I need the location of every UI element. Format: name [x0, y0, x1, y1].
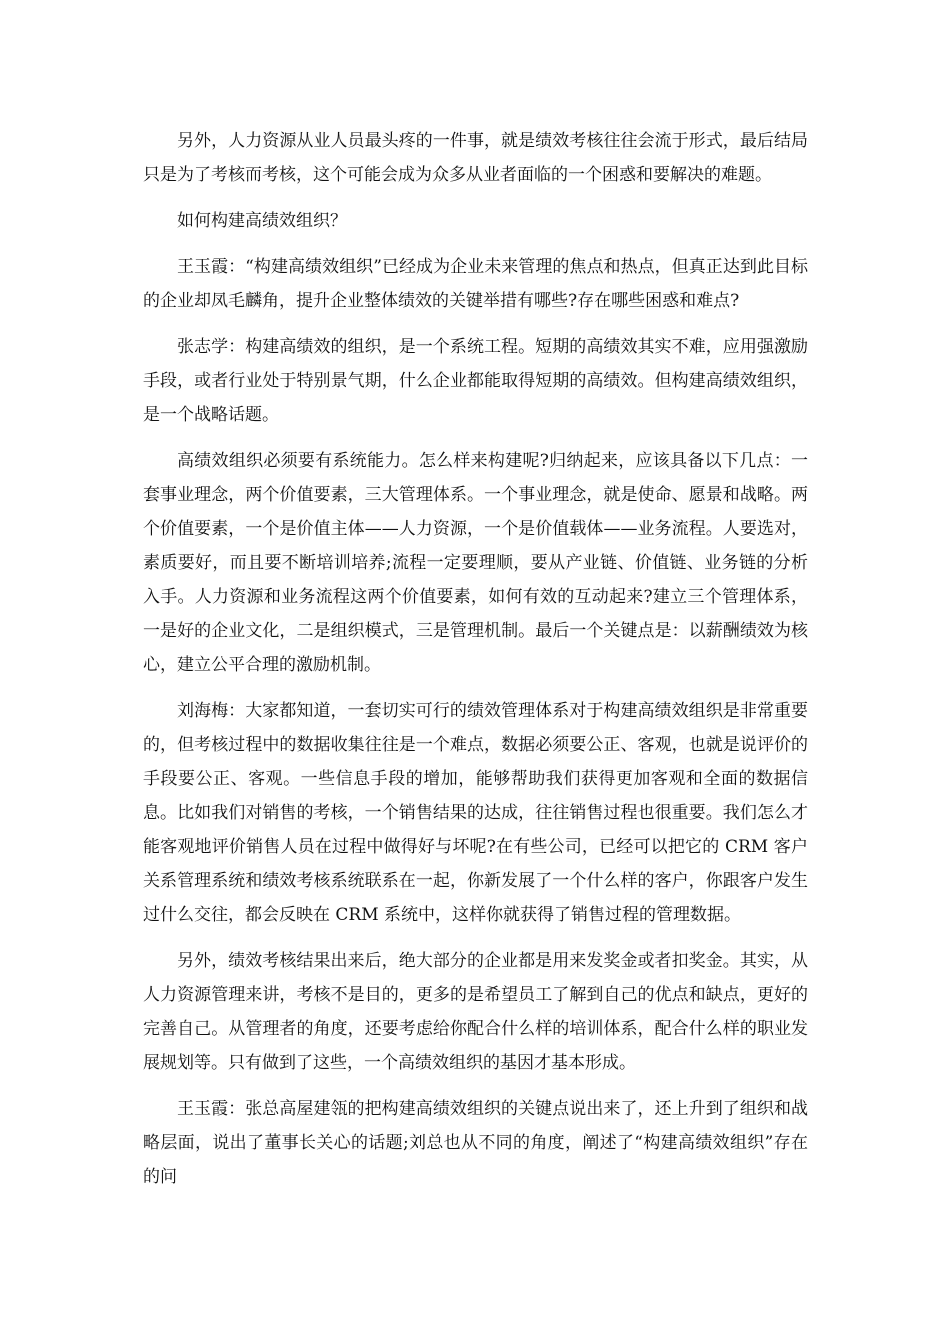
paragraph: 高绩效组织必须要有系统能力。怎么样来构建呢?归纳起来，应该具备以下几点：一套事业理念，两个价值要素，三大管理体系。一个事业理念，就是使命、愿景和战略。两个价值要素，一个是价值主体——人力资源，一个是价值载体——业务流程。人要选对，素质要好，而且要不断培训培养;流程一定要理顺，要从产业链、价值链、业务链的分析入手。人力资源和业务流程这两个价值要素，如何有效的互动起来?建立三个管理体系，一是好的企业文化，二是组织模式，三是管理机制。最后一个关键点是：以薪酬绩效为核心，建立公平合理的激励机制。 [143, 451, 808, 675]
paragraph: 王玉霞：张总高屋建瓴的把构建高绩效组织的关键点说出来了，还上升到了组织和战略层面，说出了董事长关心的话题;刘总也从不同的角度，阐述了“构建高绩效组织”存在的问 [143, 1099, 808, 1187]
paragraph: 另外，人力资源从业人员最头疼的一件事，就是绩效考核往往会流于形式，最后结局只是为了考核而考核，这个可能会成为众多从业者面临的一个困惑和要解决的难题。 [143, 131, 808, 185]
paragraph: 张志学：构建高绩效的组织，是一个系统工程。短期的高绩效其实不难，应用强激励手段，或者行业处于特别景气期，什么企业都能取得短期的高绩效。但构建高绩效组织，是一个战略话题。 [143, 337, 808, 425]
document-body [143, 124, 808, 1206]
paragraph: 另外，绩效考核结果出来后，绝大部分的企业都是用来发奖金或者扣奖金。其实，从人力资源管理来讲，考核不是目的，更多的是希望员工了解到自己的优点和缺点，更好的完善自己。从管理者的角度，还要考虑给你配合什么样的培训体系，配合什么样的职业发展规划等。只有做到了这些，一个高绩效组织的基因才基本形成。 [143, 951, 808, 1073]
paragraph: 刘海梅：大家都知道，一套切实可行的绩效管理体系对于构建高绩效组织是非常重要的，但考核过程中的数据收集往往是一个难点，数据必须要公正、客观，也就是说评价的手段要公正、客观。一些信息手段的增加，能够帮助我们获得更加客观和全面的数据信息。比如我们对销售的考核，一个销售结果的达成，往往销售过程也很重要。我们怎么才能客观地评价销售人员在过程中做得好与坏呢?在有些公司，已经可以把它的 CRM 客户关系管理系统和绩效考核系统联系在一起，你新发展了一个什么样的客户，你跟客户发生过什么交往，都会反映在 CRM 系统中，这样你就获得了销售过程的管理数据。 [143, 701, 808, 925]
paragraph: 王玉霞：“构建高绩效组织”已经成为企业未来管理的焦点和热点，但真正达到此目标的企业却凤毛麟角，提升企业整体绩效的关键举措有哪些?存在哪些困惑和难点? [143, 257, 808, 311]
section-heading: 如何构建高绩效组织？ [177, 211, 347, 231]
